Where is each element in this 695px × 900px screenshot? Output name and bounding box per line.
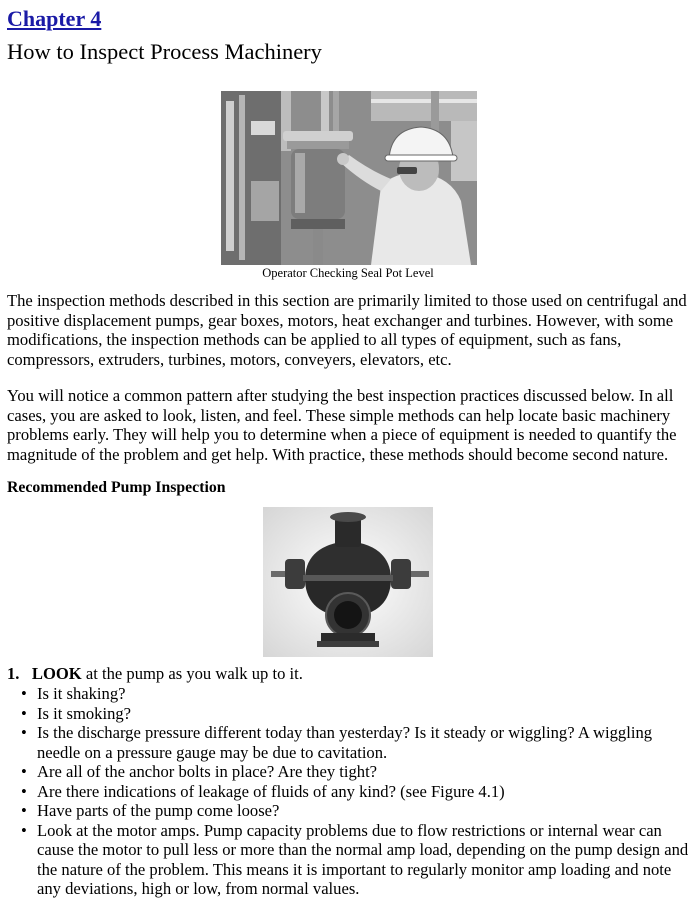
intro-paragraph: The inspection methods described in this section are primarily limited to those used on centrifugal and positive displacement pumps, gear boxes, motors, heat exchanger and turbines. However, with some modifications, the inspection methods can be applied to all types of equipment, such as fans, compressors, extruders, turbines, motors, conveyers, elevators, etc. [7,291,687,369]
list-item: • Look at the motor amps. Pump capacity problems due to flow restrictions or internal wear can cause the motor to pull less or more than the normal amp load, depending on the pump design and the nature of the problem. This means it is important to regularly monitor amp loading and note any deviations, high or low, from normal values. [7,821,689,899]
list-item: • Are all of the anchor bolts in place? Are they tight? [7,762,689,782]
operator-photo [221,91,477,265]
step-1 [7,664,689,684]
chapter-link[interactable]: Chapter 4 [7,6,102,31]
list-item: • Is the discharge pressure different today than yesterday? Is it steady or wiggling? A wiggling needle on a pressure gauge may be due to cavitation. [7,723,689,762]
step-keyword: LOOK [31,664,82,683]
inspection-checklist [7,684,689,899]
document-page [7,6,689,898]
step-text: at the pump as you walk up to it. [81,664,303,683]
list-item: • Is it shaking? [7,684,689,704]
pump-photo [263,507,433,657]
section-heading: Recommended Pump Inspection [7,479,226,496]
step-number: 1. [7,664,20,683]
pattern-paragraph: You will notice a common pattern after studying the best inspection practices discussed below. In all cases, you are asked to look, listen, and feel. These simple methods can help locate basic machinery problems early. They will help you to determine when a piece of equipment is needed to quantify the magnitude of the problem and get help. With practice, these methods should become second nature. [7,386,677,464]
figure-caption: Operator Checking Seal Pot Level [262,266,434,280]
list-item: • Is it smoking? [7,704,689,724]
list-item: • Have parts of the pump come loose? [7,801,689,821]
page-title: How to Inspect Process Machinery [7,39,322,64]
list-item: • Are there indications of leakage of fluids of any kind? (see Figure 4.1) [7,782,689,802]
